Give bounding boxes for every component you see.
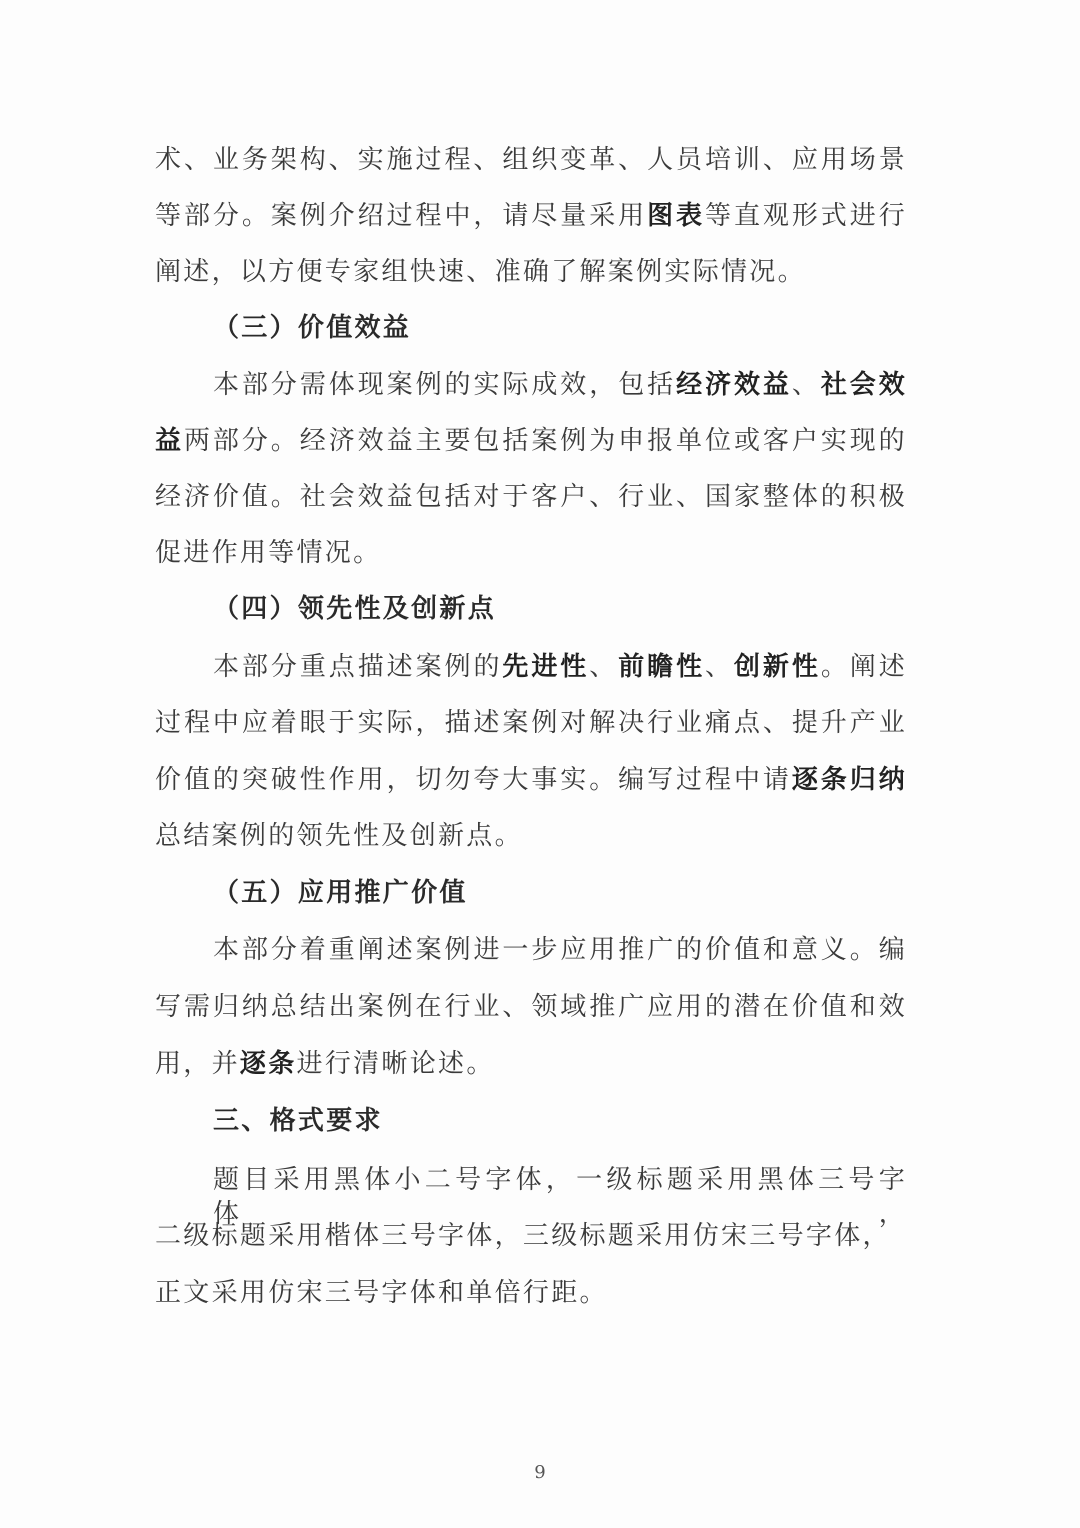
text: 等直观形式进行 <box>705 201 907 231</box>
paragraph-line <box>213 933 907 967</box>
page-number: 9 <box>534 1462 546 1483</box>
text: 二级标题采用楷体三号字体，三级标题采用仿宋三号字体， <box>155 1221 891 1251</box>
bold-text: 先进性 <box>502 652 590 682</box>
bold-text: 逐条归纳 <box>791 765 908 795</box>
bold-text: 益 <box>155 426 184 456</box>
section-heading <box>213 1104 965 1138</box>
paragraph-line <box>155 706 907 740</box>
text: 写需归纳总结出案例在行业、领域推广应用的潜在价值和效 <box>155 992 907 1022</box>
text: （三）价值效益 <box>213 313 412 343</box>
text: 总结案例的领先性及创新点。 <box>155 821 523 851</box>
text: 价值的突破性作用，切勿夸大事实。编写过程中请 <box>155 765 792 795</box>
text: 过程中应着眼于实际，描述案例对解决行业痛点、提升产业 <box>155 708 907 738</box>
bold-text: 逐条 <box>239 1049 297 1079</box>
text: 题目采用黑体小二号字体，一级标题采用黑体三号字体， <box>213 1165 907 1229</box>
text: 。阐述 <box>820 652 907 682</box>
paragraph-line <box>155 424 907 458</box>
paragraph-line <box>155 990 907 1024</box>
bold-text: 经济效益 <box>676 370 792 400</box>
paragraph-line <box>155 480 907 514</box>
bold-text: 图表 <box>647 201 706 231</box>
section-heading <box>213 592 965 626</box>
text: 、 <box>791 370 821 400</box>
text: 促进作用等情况。 <box>155 538 382 568</box>
section-heading <box>213 311 965 345</box>
bold-text: 社会效 <box>820 370 907 400</box>
paragraph-line <box>155 255 907 289</box>
text: 术、业务架构、实施过程、组织变革、人员培训、应用场景 <box>155 145 907 175</box>
paragraph-line <box>155 143 907 177</box>
text: 两部分。经济效益主要包括案例为申报单位或客户实现的 <box>183 426 907 456</box>
paragraph-line <box>213 368 907 402</box>
paragraph-line <box>155 819 907 853</box>
text: 本部分需体现案例的实际成效，包括 <box>213 370 677 400</box>
bold-text: 前瞻性 <box>618 652 706 682</box>
text: 本部分着重阐述案例进一步应用推广的价值和意义。编 <box>213 935 907 965</box>
text: 、 <box>589 652 619 682</box>
text: 、 <box>705 652 734 682</box>
paragraph-line <box>155 1047 907 1081</box>
bold-text: 创新性 <box>733 652 821 682</box>
text: 进行清晰论述。 <box>296 1049 495 1079</box>
paragraph-line <box>155 1219 907 1253</box>
paragraph-line <box>155 763 907 797</box>
section-heading <box>213 876 965 910</box>
paragraph-line <box>155 536 907 570</box>
paragraph-line <box>155 199 907 233</box>
text: 本部分重点描述案例的 <box>213 652 503 682</box>
text: （四）领先性及创新点 <box>213 594 497 624</box>
text: 等部分。案例介绍过程中，请尽量采用 <box>155 201 648 231</box>
paragraph-line <box>213 650 907 684</box>
text: 三、格式要求 <box>213 1106 383 1136</box>
text: 用，并 <box>155 1049 240 1079</box>
paragraph-line <box>155 1276 907 1310</box>
text: 经济价值。社会效益包括对于客户、行业、国家整体的积极 <box>155 482 907 512</box>
text: 正文采用仿宋三号字体和单倍行距。 <box>155 1278 608 1308</box>
text: （五）应用推广价值 <box>213 878 468 908</box>
text: 阐述，以方便专家组快速、准确了解案例实际情况。 <box>155 257 806 287</box>
